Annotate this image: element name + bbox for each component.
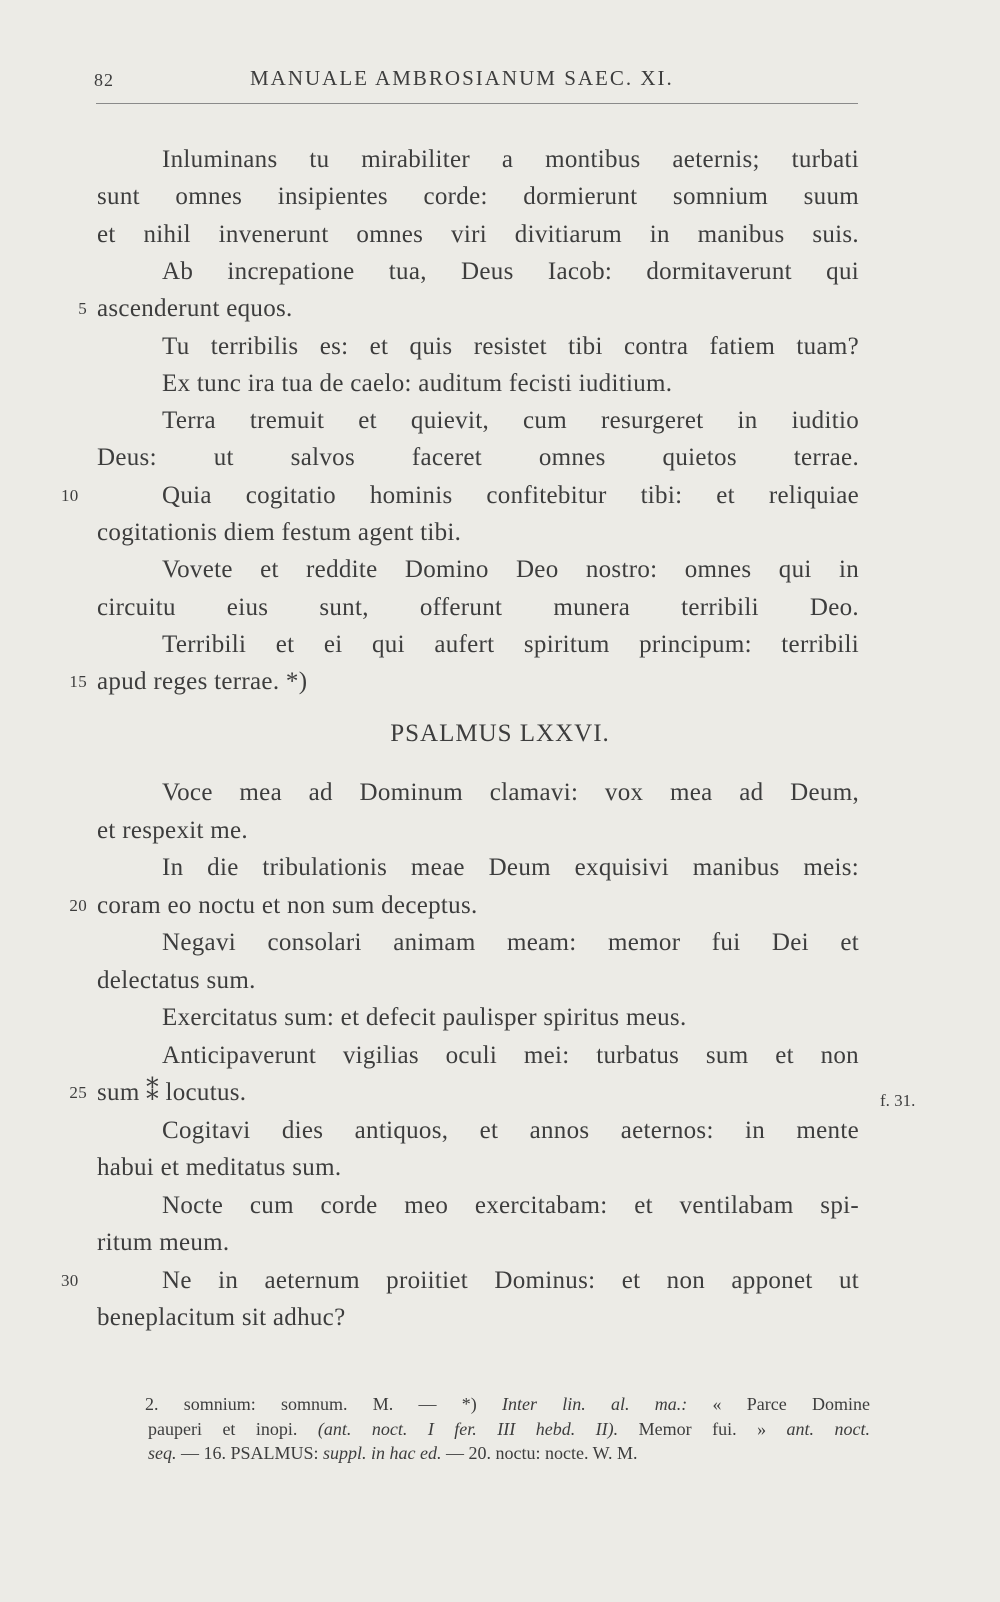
text-line	[97, 850, 859, 886]
text-line	[97, 403, 859, 439]
text-line	[97, 1150, 859, 1186]
header-rule	[96, 103, 858, 104]
text-line	[97, 1038, 859, 1074]
text-line	[97, 142, 859, 178]
line-text: Ab increpatione tua, Deus Iacob: dormitaverunt qui	[162, 257, 859, 285]
page-header	[0, 66, 1000, 110]
line-text: ascenderunt equos.	[97, 295, 293, 323]
line-text: Tu terribilis es: et quis resistet tibi contra fatiem tuam?	[162, 332, 859, 360]
text-line	[97, 179, 859, 215]
psalm-heading: PSALMUS LXXVI.	[390, 720, 610, 747]
text-line	[61, 1263, 859, 1299]
line-text: Vovete et reddite Domino Deo nostro: omnes qui in	[162, 556, 859, 584]
line-text: Cogitavi dies antiquos, et annos aeternos: in mente	[162, 1116, 859, 1144]
text-line	[97, 1113, 859, 1149]
text-line	[97, 1300, 859, 1336]
page-number: 82	[94, 70, 114, 90]
line-text: ritum meum.	[97, 1229, 230, 1256]
text-line	[69, 888, 859, 924]
text-line	[61, 478, 859, 514]
line-text: delectatus sum.	[97, 966, 256, 994]
line-text: sunt omnes insipientes corde: dormierunt somnium suum	[97, 183, 859, 211]
text-line	[97, 515, 859, 551]
line-text: Exercitatus sum: et defecit paulisper spiritus meus.	[162, 1004, 687, 1031]
text-line	[97, 963, 859, 999]
line-number: 10	[61, 485, 79, 505]
running-title: MANUALE AMBROSIANUM SAEC. XI.	[250, 66, 674, 90]
line-text: Terra tremuit et quievit, cum resurgeret in iuditio	[162, 407, 859, 435]
line-number: 20	[69, 895, 87, 915]
footnote-line-3: seq. — 16. PSALMUS: suppl. in hac ed. — 20. noctu: nocte. W. M.	[148, 1443, 638, 1463]
text-line	[78, 291, 859, 327]
text-line	[97, 217, 859, 253]
footnote-line-2: pauperi et inopi. (ant. noct. I fer. III hebd. II). Memor fui. » ant. noct.	[148, 1419, 871, 1439]
line-number: 25	[69, 1083, 87, 1102]
text-line	[97, 440, 859, 476]
text-line	[97, 627, 859, 663]
text-line	[97, 1225, 859, 1261]
line-text: sum ⁑ locutus.	[97, 1079, 247, 1106]
text-line	[97, 813, 859, 849]
line-text: et respexit me.	[97, 816, 248, 844]
line-number: 5	[78, 299, 87, 319]
text-line	[97, 590, 859, 626]
text-line	[69, 664, 859, 700]
line-text: Nocte cum corde meo exercitabam: et ventilabam spi-	[162, 1191, 859, 1219]
folio-margin-note: f. 31.	[880, 1091, 916, 1110]
text-line	[97, 775, 859, 811]
line-text: cogitationis diem festum agent tibi.	[97, 519, 462, 546]
text-line	[97, 254, 859, 290]
line-text: Voce mea ad Dominum clamavi: vox mea ad Deum,	[162, 779, 859, 806]
line-text: Anticipaverunt vigilias oculi mei: turbatus sum et non	[162, 1041, 859, 1069]
line-text: Negavi consolari animam meam: memor fui Dei et	[162, 929, 859, 956]
line-text: et nihil invenerunt omnes viri divitiarum in manibus suis.	[97, 220, 859, 248]
line-text: Ne in aeternum proiitiet Dominus: et non apponet ut	[162, 1266, 859, 1294]
line-text: apud reges terrae. *)	[97, 668, 308, 696]
footnote-line-1: 2. somnium: somnum. M. — *) Inter lin. al. ma.: « Parce Domine	[145, 1394, 870, 1414]
line-number: 15	[69, 672, 87, 692]
text-line	[97, 925, 859, 961]
line-text: beneplacitum sit adhuc?	[97, 1304, 346, 1331]
line-text: Deus: ut salvos faceret omnes quietos terrae.	[97, 444, 859, 472]
line-text: circuitu eius sunt, offerunt munera terribili Deo.	[97, 593, 859, 621]
line-text: Inluminans tu mirabiliter a montibus aeternis; turbati	[162, 146, 859, 173]
line-text: In die tribulationis meae Deum exquisivi manibus meis:	[162, 854, 859, 881]
text-line	[97, 1000, 859, 1036]
line-text: habui et meditatus sum.	[97, 1154, 342, 1181]
line-text: Ex tunc ira tua de caelo: auditum fecisti iuditium.	[162, 369, 673, 397]
text-line	[69, 1075, 859, 1111]
line-text: Terribili et ei qui aufert spiritum principum: terribili	[162, 630, 859, 658]
text-line	[97, 329, 859, 365]
line-number: 30	[61, 1270, 79, 1290]
text-line	[97, 552, 859, 588]
text-line	[97, 1188, 859, 1224]
text-line	[97, 366, 859, 402]
line-text: Quia cogitatio hominis confitebitur tibi: et reliquiae	[162, 481, 859, 509]
line-text: coram eo noctu et non sum deceptus.	[97, 891, 478, 919]
